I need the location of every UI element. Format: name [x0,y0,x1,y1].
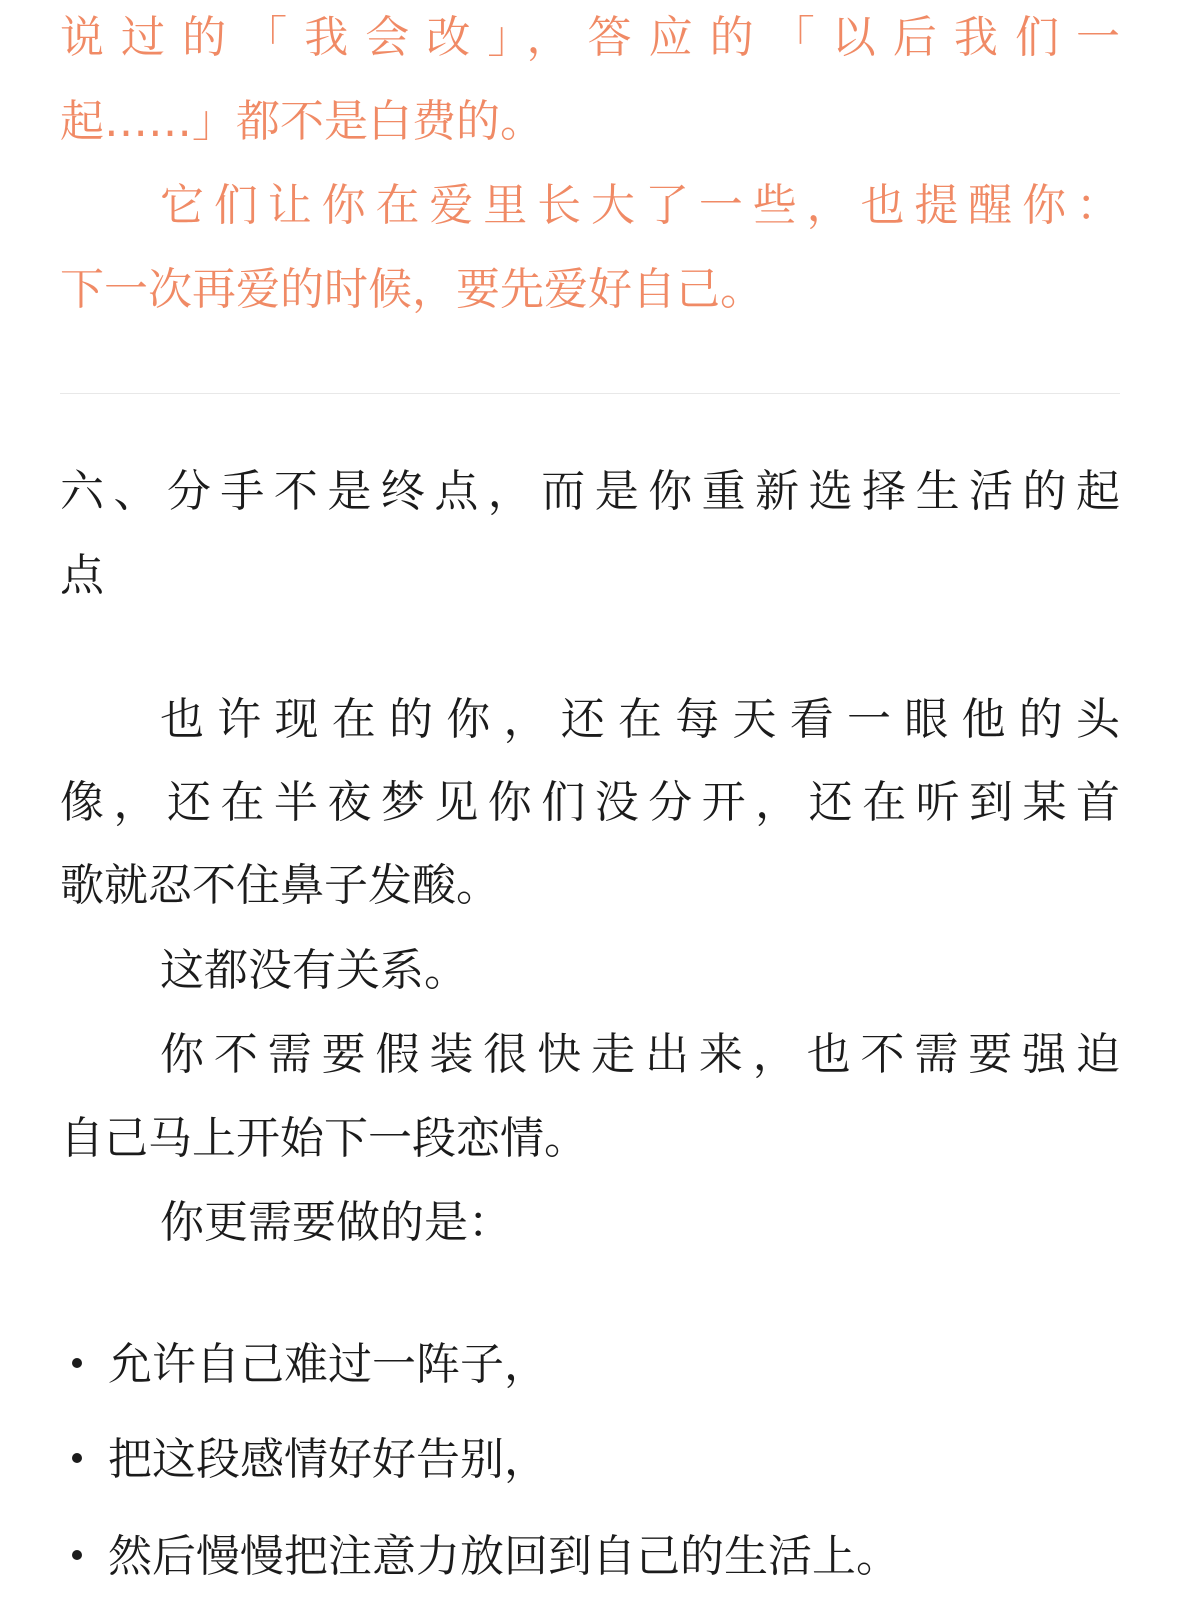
list-item-text: 允许自己难过一阵子， [108,1339,548,1390]
list-item [60,1522,900,1592]
paragraph-line: 也许现在的你，还在每天看一眼他的头 [160,694,1120,745]
bullet-icon [72,1358,82,1368]
intro-line: 它们让你在爱里长大了一些，也提醒你： [160,180,1120,231]
section-divider [60,393,1120,394]
list-item [60,1425,548,1495]
intro-line: 说过的「我会改」，答应的「以后我们一 [60,12,1120,63]
list-item-text: 然后慢慢把注意力放回到自己的生活上。 [108,1531,900,1582]
bullet-icon [72,1453,82,1463]
section-heading: 点 [60,550,104,601]
paragraph-line: 歌就忍不住鼻子发酸。 [60,860,500,911]
paragraph-line: 你更需要做的是： [160,1197,512,1248]
list-item-text: 把这段感情好好告别， [108,1434,548,1485]
intro-line: 下一次再爱的时候，要先爱好自己。 [60,264,764,315]
paragraph-line: 你不需要假装很快走出来，也不需要强迫 [160,1029,1120,1080]
paragraph-line: 像，还在半夜梦见你们没分开，还在听到某首 [60,777,1120,828]
intro-line: 起……」都不是白费的。 [60,96,544,147]
list-item [60,1330,548,1400]
bullet-icon [72,1550,82,1560]
section-heading: 六、分手不是终点，而是你重新选择生活的起 [60,466,1120,517]
paragraph-line: 自己马上开始下一段恋情。 [60,1113,588,1164]
paragraph-line: 这都没有关系。 [160,945,468,996]
